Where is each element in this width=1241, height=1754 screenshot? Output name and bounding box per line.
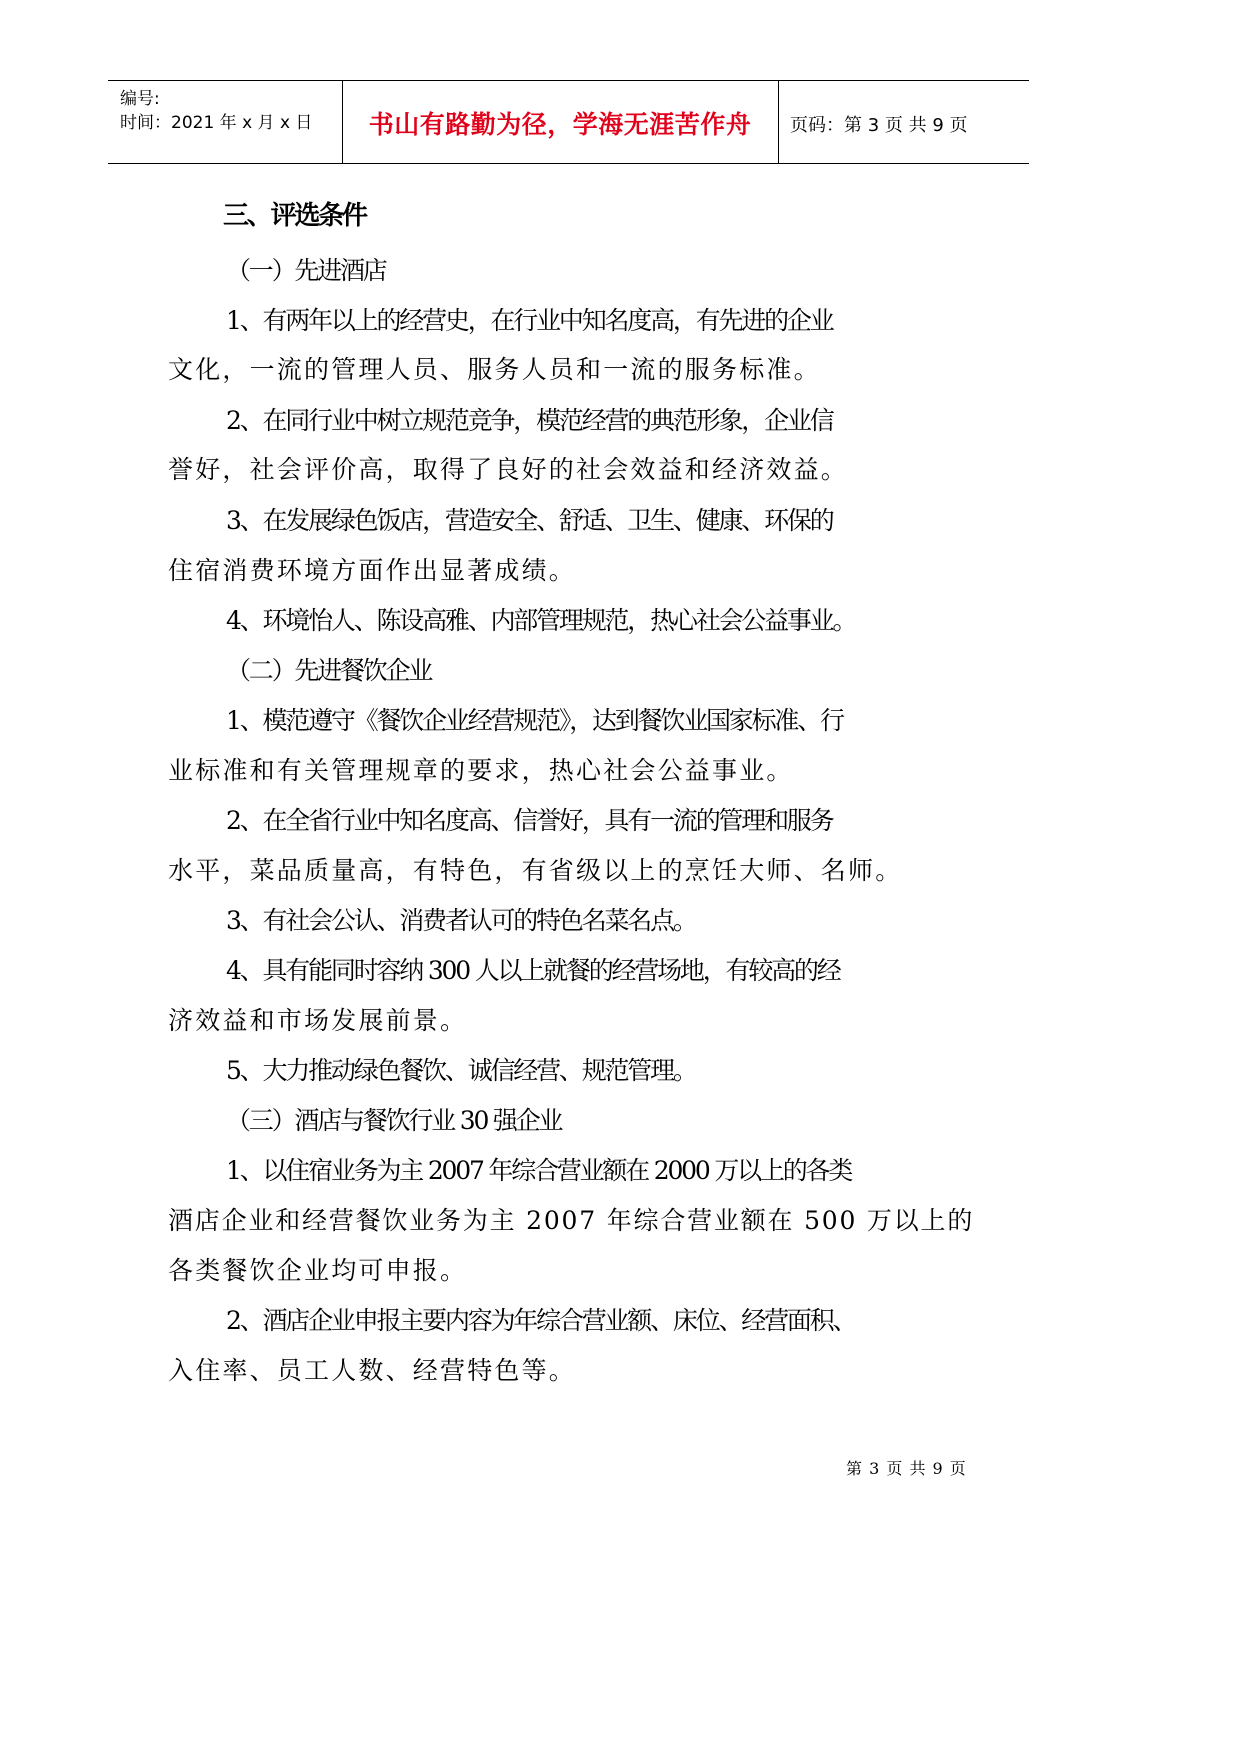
paragraph-line: 业标准和有关管理规章的要求，热心社会公益事业。 xyxy=(168,756,794,785)
paragraph-line: 住宿消费环境方面作出显著成绩。 xyxy=(168,556,577,585)
paragraph-line: 酒店企业和经营餐饮业务为主 2007 年综合营业额在 500 万以上的 xyxy=(168,1206,975,1235)
paragraph-line: 3、在发展绿色饭店，营造安全、舒适、卫生、健康、环保的 xyxy=(226,506,833,535)
subsection-heading: （一）先进酒店 xyxy=(226,256,386,285)
subsection-heading: （三）酒店与餐饮行业 30 强企业 xyxy=(226,1106,562,1135)
header-meta xyxy=(120,87,312,135)
paragraph-line: 济效益和市场发展前景。 xyxy=(168,1006,468,1035)
paragraph-line: 3、有社会公认、消费者认可的特色名菜名点。 xyxy=(226,906,696,935)
paragraph-line: 1、以住宿业务为主 2007 年综合营业额在 2000 万以上的各类 xyxy=(226,1156,852,1185)
page-header xyxy=(108,80,1029,164)
paragraph-line: 水平，菜品质量高，有特色，有省级以上的烹饪大师、名师。 xyxy=(168,856,903,885)
document-number-label: 编号: xyxy=(120,89,160,109)
paragraph-line: 入住率、员工人数、经营特色等。 xyxy=(168,1356,577,1385)
paragraph-line: 各类餐饮企业均可申报。 xyxy=(168,1256,468,1285)
subsection-heading: （二）先进餐饮企业 xyxy=(226,656,432,685)
header-divider xyxy=(778,81,779,163)
section-title: 三、评选条件 xyxy=(223,201,366,231)
page-footer: 第 3 页 共 9 页 xyxy=(846,1459,967,1478)
header-page-info: 页码：第 3 页 共 9 页 xyxy=(790,115,968,136)
paragraph-line: 5、大力推动绿色餐饮、诚信经营、规范管理。 xyxy=(226,1056,696,1085)
paragraph-line: 誉好，社会评价高，取得了良好的社会效益和经济效益。 xyxy=(168,455,849,484)
paragraph-line: 1、有两年以上的经营史，在行业中知名度高，有先进的企业 xyxy=(226,306,833,335)
paragraph-line: 文化，一流的管理人员、服务人员和一流的服务标准。 xyxy=(168,355,821,384)
paragraph-line: 4、环境怡人、陈设高雅、内部管理规范，热心社会公益事业。 xyxy=(226,606,856,635)
paragraph-line: 2、在同行业中树立规范竞争，模范经营的典范形象，企业信 xyxy=(226,406,833,435)
paragraph-line: 4、具有能同时容纳 300 人以上就餐的经营场地，有较高的经 xyxy=(226,956,840,985)
paragraph-line: 2、在全省行业中知名度高、信誉好，具有一流的管理和服务 xyxy=(226,806,833,835)
header-motto: 书山有路勤为径，学海无涯苦作舟 xyxy=(368,110,752,139)
paragraph-line: 2、酒店企业申报主要内容为年综合营业额、床位、经营面积、 xyxy=(226,1306,856,1335)
document-time-label: 时间：2021 年 x 月 x 日 xyxy=(120,113,313,133)
paragraph-line: 1、模范遵守《餐饮企业经营规范》，达到餐饮业国家标准、行 xyxy=(226,706,843,735)
